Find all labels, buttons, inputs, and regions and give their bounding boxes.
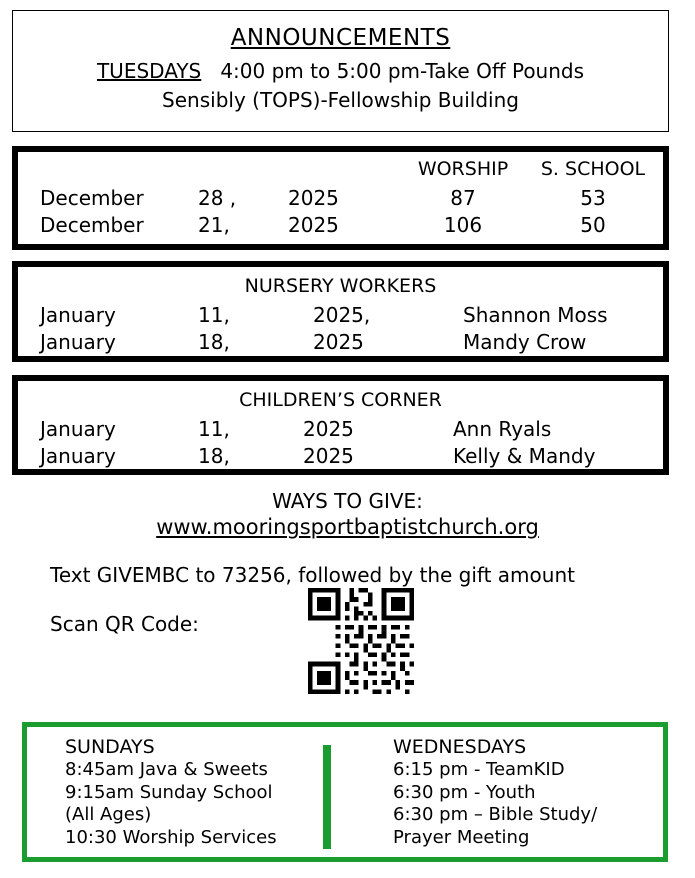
attendance-header-row [18,158,663,180]
wednesdays-heading: WEDNESDAYS [393,736,527,758]
attendance-month: December [40,186,144,210]
nursery-month: January [40,303,116,327]
table-row [18,444,663,468]
list-item: (All Ages) [65,804,152,826]
attendance-sschool-count: 50 [580,213,606,237]
nursery-year: 2025 [313,330,364,354]
children-worker-name: Ann Ryals [453,417,552,441]
children-day: 18, [198,444,230,468]
sunday-schedule-column [27,727,345,857]
church-website-link[interactable]: www.mooringsportbaptistchurch.org [156,515,539,539]
children-day: 11, [198,417,230,441]
qr-code-icon [292,588,430,694]
scan-qr-label: Scan QR Code: [50,612,199,636]
announcements-time-text: 4:00 pm to 5:00 pm-Take Off Pounds [220,59,585,83]
attendance-header-spacer [18,158,198,180]
attendance-box [12,146,669,250]
children-month: January [40,444,116,468]
table-row [18,303,663,327]
attendance-worship-count: 106 [443,213,483,237]
ways-to-give-title: WAYS TO GIVE: [272,489,423,513]
announcements-box [12,10,669,132]
list-item: 10:30 Worship Services [65,827,277,849]
attendance-column-worship: WORSHIP [417,158,509,180]
list-item: 6:15 pm - TeamKID [393,759,565,780]
list-item: 6:30 pm - Youth [393,781,536,803]
attendance-sschool-count: 53 [580,186,606,210]
nursery-day: 11, [198,303,230,327]
announcements-title: ANNOUNCEMENTS [230,25,451,51]
nursery-year: 2025, [313,303,371,327]
nursery-month: January [40,330,116,354]
nursery-worker-name: Mandy Crow [463,330,587,354]
childrens-corner-title: CHILDREN’S CORNER [239,389,442,411]
table-row [18,186,663,210]
announcements-day-label: TUESDAYS [96,59,202,83]
children-month: January [40,417,116,441]
list-item: 8:45am Java & Sweets [65,759,268,780]
children-year: 2025 [303,444,354,468]
childrens-corner-box [12,375,669,475]
list-item: 6:30 pm – Bible Study/ [393,804,598,826]
attendance-month: December [40,213,144,237]
table-row [18,213,663,237]
attendance-day: 28 , [198,186,237,210]
attendance-day: 21, [198,213,230,237]
nursery-workers-box [12,261,669,362]
sundays-heading: SUNDAYS [65,736,155,758]
attendance-worship-count: 87 [450,186,476,210]
nursery-title: NURSERY WORKERS [244,275,437,297]
attendance-year: 2025 [288,186,339,210]
announcements-line-1 [13,59,668,83]
list-item: 9:15am Sunday School [65,781,273,803]
nursery-day: 18, [198,330,230,354]
table-row [18,330,663,354]
announcements-line-2: Sensibly (TOPS)-Fellowship Building [162,88,519,112]
weekly-schedule-box [22,722,668,862]
list-item: Prayer Meeting [393,827,530,849]
attendance-column-sunday-school: S. SCHOOL [540,158,646,180]
children-year: 2025 [303,417,354,441]
children-worker-name: Kelly & Mandy [453,444,596,468]
attendance-year: 2025 [288,213,339,237]
nursery-worker-name: Shannon Moss [463,303,608,327]
text-giving-instruction: Text GIVEMBC to 73256, followed by the gift amount [50,563,575,587]
wednesday-schedule-column [345,727,663,857]
schedule-divider [323,745,331,849]
table-row [18,417,663,441]
